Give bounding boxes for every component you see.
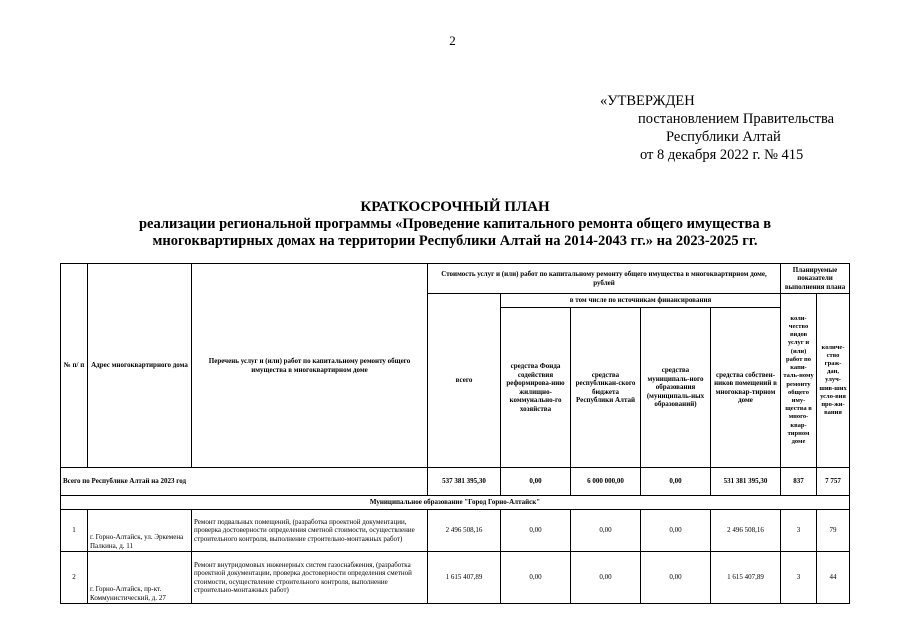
row-owners: 2 496 508,16 (711, 510, 781, 552)
page-number: 2 (449, 33, 456, 48)
header-num: № п/ п (61, 264, 88, 468)
total-row-label: Всего по Республике Алтай на 2023 год (61, 468, 428, 496)
municipality-row: Муниципальное образование "Город Горно-Алтайск" (61, 496, 850, 510)
row-work-types: 3 (781, 510, 817, 552)
total-row-fund: 0,00 (501, 468, 571, 496)
table-row (61, 552, 850, 604)
header-indicators-group: Планируемые показатели выполнения плана (781, 264, 850, 294)
document-title (60, 198, 850, 250)
row-municipal: 0,00 (641, 552, 711, 604)
row-total: 1 615 407,89 (428, 552, 501, 604)
row-owners: 1 615 407,89 (711, 552, 781, 604)
row-fund: 0,00 (501, 510, 571, 552)
total-row (61, 468, 850, 496)
approval-stamp (600, 92, 850, 164)
row-address: г. Горно-Алтайск, ул. Эркемена Палкина, д. 11 (88, 510, 192, 552)
total-row-total: 537 381 395,30 (428, 468, 501, 496)
total-row-work-types: 837 (781, 468, 817, 496)
row-services: Ремонт внутридомовых инженерных систем газоснабжения, (разработка проектной документации, проверка достоверности определения сметной стоимости, осуществление строительного контроля, выполнение строительно-монтажных работ) (192, 552, 428, 604)
title-line-1: КРАТКОСРОЧНЫЙ ПЛАН (360, 199, 550, 215)
header-cost-group: Стоимость услуг и (или) работ по капитальному ремонту общего имущества в многоквартирном доме, рублей (428, 264, 781, 294)
row-total: 2 496 508,16 (428, 510, 501, 552)
total-row-citizens: 7 757 (817, 468, 850, 496)
header-republic: средства республикан-ского бюджета Республики Алтай (571, 308, 641, 468)
header-address: Адрес многоквартирного дома (88, 264, 192, 468)
header-owners: средства собствен-ников помещений в многоквар-тирном доме (711, 308, 781, 468)
row-republic: 0,00 (571, 510, 641, 552)
total-row-municipal: 0,00 (641, 468, 711, 496)
row-citizens: 79 (817, 510, 850, 552)
title-line-2: реализации региональной программы «Проведение капитального ремонта общего имущества в (138, 216, 772, 232)
row-services: Ремонт подвальных помещений, (разработка проектной документации, проверка достоверности определения сметной стоимости, осуществление строительного контроля, выполнение строительно-монтажных работ) (192, 510, 428, 552)
row-citizens: 44 (817, 552, 850, 604)
row-fund: 0,00 (501, 552, 571, 604)
row-num: 1 (61, 510, 88, 552)
row-num: 2 (61, 552, 88, 604)
header-citizens: количе-ство граж-дан, улуч-шив-ших усло-вия про-жи-вания (817, 294, 850, 468)
header-municipal: средства муниципаль-ного образования (муниципаль-ных образований) (641, 308, 711, 468)
total-row-republic: 6 000 000,00 (571, 468, 641, 496)
header-fund: средства Фонда содействия реформирова-нию жилищно-коммунально-го хозяйства (501, 308, 571, 468)
approval-line-3: Республики Алтай (666, 129, 781, 145)
row-municipal: 0,00 (641, 510, 711, 552)
header-services: Перечень услуг и (или) работ по капитальному ремонту общего имущества в многоквартирном доме (192, 264, 428, 468)
approval-line-4: от 8 декабря 2022 г. № 415 (640, 147, 804, 163)
row-work-types: 3 (781, 552, 817, 604)
header-total: всего (428, 294, 501, 468)
approval-line-1: «УТВЕРЖДЕН (600, 93, 695, 109)
title-line-3: многоквартирных домах на территории Республики Алтай на 2014-2043 гг.» на 2023-2025 гг. (152, 233, 758, 249)
total-row-owners: 531 381 395,30 (711, 468, 781, 496)
approval-line-2: постановлением Правительства (638, 111, 835, 127)
header-work-types: коли-чество видов услуг и (или) работ по капи-таль-ному ремонту общего иму-щества в много-квар-тирном доме (781, 294, 817, 468)
table-row (61, 510, 850, 552)
row-republic: 0,00 (571, 552, 641, 604)
plan-table (60, 263, 850, 604)
header-sources-group: в том числе по источникам финансирования (501, 294, 781, 308)
row-address: г. Горно-Алтайск, пр-кт. Коммунистический, д. 27 (88, 552, 192, 604)
